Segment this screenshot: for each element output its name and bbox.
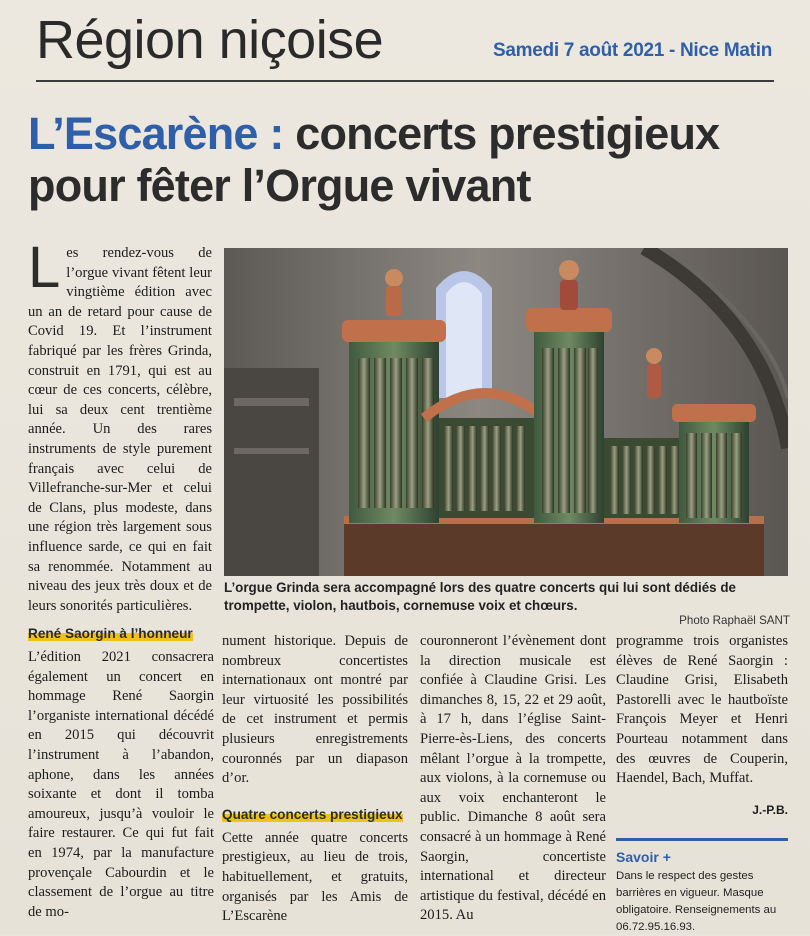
savoir-plus-text: Dans le respect des gestes barrières en vigueur. Masque obligatoire. Renseignements au 06.72.95.16.93. — [616, 870, 777, 933]
subhead-concerts-text: Quatre concerts prestigieux — [222, 806, 403, 822]
column-1 — [28, 626, 214, 922]
intro-text: es rendez-vous de l’orgue vivant fêtent leur vingtième édition avec un an de retard pour cause de Covid 19. Et l’instrument fabriqué par les frères Grinda, construit en 1791, qui est au cœur de ces concerts, célèbre, lui sa deux cent trentième année. Un des rares instruments de style purement français avec celui de Villefranche-sur-Mer et celui de Clans, plus modeste, dans une région très largement sous influence sarde, ce qui en fait sa renommée. Notamment au niveau des jeux très doux et de leurs sonorités particulières. — [28, 245, 212, 614]
subhead-saorgin-text: René Saorgin à l’honneur — [28, 626, 193, 641]
drop-cap: L — [28, 235, 61, 300]
photo-caption: L’orgue Grinda sera accompagné lors des quatre concerts qui lui sont dédiés de trompette, violon, hautbois, cornemuse voix et chœurs. — [224, 580, 736, 613]
subhead-concerts — [222, 807, 408, 823]
dateline: Samedi 7 août 2021 - Nice Matin — [493, 40, 772, 61]
column-1-text: L’édition 2021 consacrera également un concert en hommage René Saorgin l’organiste international décédé en 2015 qui découvrit l’instrument à l’abandon, aphone, dans les années soixante et dont il tomba amoureux, jusqu’à vouloir le faire restaurer. Ce qui fut fait en 1974, par la manufacture provençale Cabourdin et le classement de l’orgue au titre de mo- — [28, 649, 214, 920]
headline-line1: concerts prestigieux — [283, 108, 720, 159]
savoir-plus-box — [616, 838, 788, 936]
column-2-text: nument historique. Depuis de nombreux concertistes internationaux ont montré par leur virtuosité les possibilités de cet instrument et permis plusieurs enregistrements couronnés par un diapason d’or. — [222, 633, 408, 787]
photo-credit: Photo Raphaël SANT — [679, 614, 790, 627]
column-4-text: programme trois organistes élèves de René Saorgin : Claudine Grisi, Elisabeth Pastorelli avec le hautboïste François Meyer et Henri Pourteau notamment dans des œuvres de Couperin, Haendel, Bach, Muffat. — [616, 633, 788, 787]
intro-column — [28, 235, 212, 616]
masthead-rule — [36, 80, 774, 82]
column-2-text2: Cette année quatre concerts prestigieux, au lieu de trois, habituellement, et gratuits, organisés par les Amis de L’Escarène — [222, 829, 408, 925]
headline-place: L’Escarène : — [28, 108, 284, 159]
subhead-saorgin — [28, 626, 214, 642]
section-title: Région niçoise — [36, 10, 384, 70]
column-3-text: couronneront l’évènement dont la direction musicale est confiée à Claudine Grisi. Les dimanches 8, 15, 22 et 29 août, à 17 h, dans l’église Saint-Pierre-ès-Liens, des concerts mêlant l’orgue à la trompette, aux violons, à la cornemuse ou aux voix enchanteront le public. Dimanche 8 août sera consacré à un hommage à René Saorgin, concertiste international et directeur artistique du festival, décédé en 2015. Au — [420, 633, 606, 924]
column-4 — [616, 632, 788, 820]
organ-image — [224, 248, 788, 576]
headline-line2: pour fêter l’Orgue vivant — [28, 160, 531, 211]
column-3 — [420, 632, 606, 926]
headline — [28, 108, 798, 212]
column-2 — [222, 632, 408, 927]
author-signature: J.-P.B. — [752, 802, 788, 817]
savoir-plus-rule — [616, 838, 788, 841]
savoir-plus-title: Savoir + — [616, 849, 671, 865]
organ-photo — [224, 248, 788, 576]
